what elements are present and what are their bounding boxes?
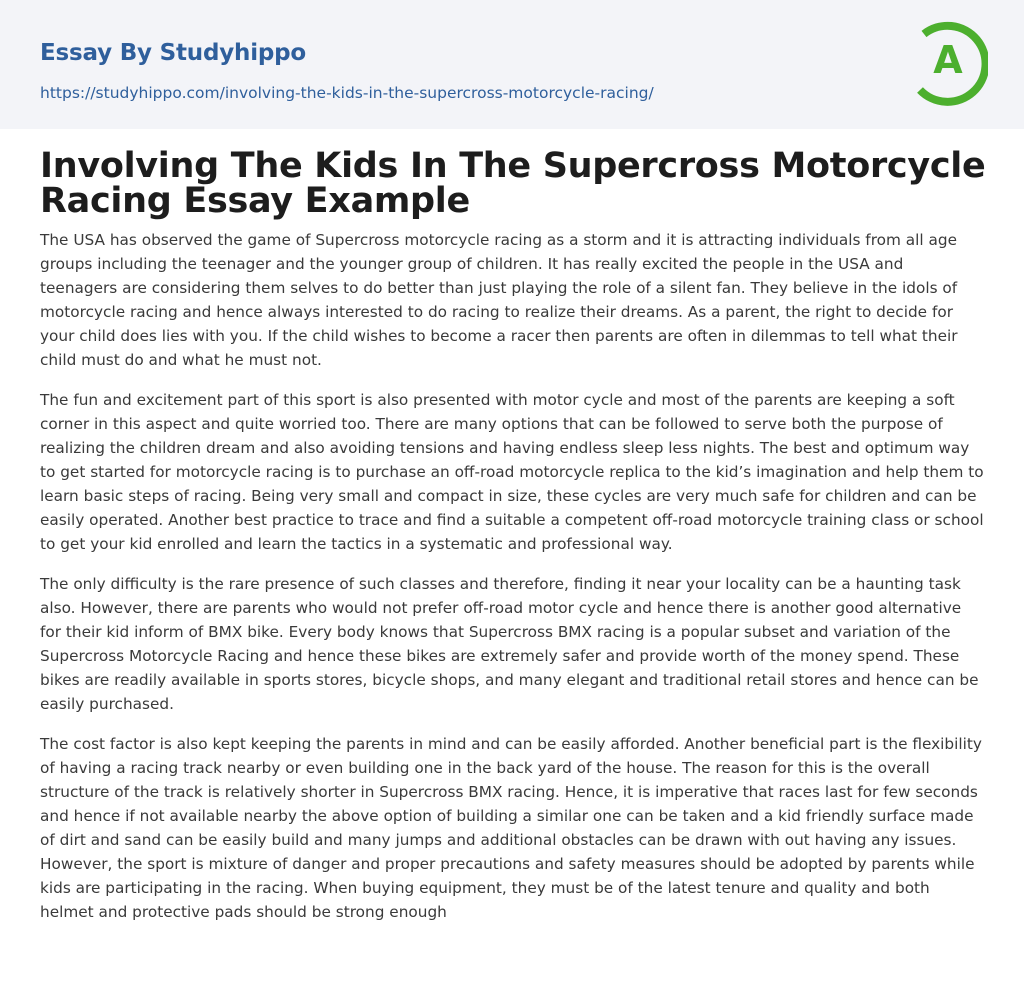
essay-paragraph: The only difficulty is the rare presence of such classes and therefore, finding it near your locality can be a haunting task also. However, there are parents who would not prefer off-road motor cycle and hence there is another good alternative for their kid inform of BMX bike. Every body knows that Supercross BMX racing is a popular subset and variation of the Supercross Motorcycle Racing and hence these bikes are extremely safer and provide worth of the money spend. These bikes are readily available in sports stores, bicycle shops, and many elegant and traditional retail stores and hence can be easily purchased.: [40, 575, 979, 713]
essay-paragraph: The USA has observed the game of Supercross motorcycle racing as a storm and it is attracting individuals from all age groups including the teenager and the younger group of children. It has really excited the people in the USA and teenagers are considering them selves to do better than just playing the role of a silent fan. They believe in the idols of motorcycle racing and hence always interested to do racing to realize their dreams. As a parent, the right to decide for your child does lies with you. If the child wishes to become a racer then parents are often in dilemmas to tell what their child must do and what he must not.: [40, 231, 958, 369]
logo-letter: A: [933, 38, 963, 82]
site-header: [0, 0, 1024, 129]
essay-body: [40, 228, 985, 940]
site-brand[interactable]: Essay By Studyhippo: [40, 40, 307, 66]
page-url-link[interactable]: https://studyhippo.com/involving-the-kids-in-the-supercross-motorcycle-racing/: [40, 84, 654, 102]
studyhippo-logo[interactable]: [912, 18, 988, 106]
essay-paragraph: The cost factor is also kept keeping the parents in mind and can be easily afforded. Another beneficial part is the flexibility of having a racing track nearby or even building one in the back yard of the house. The reason for this is the overall structure of the track is relatively shorter in Supercross BMX racing. Hence, it is imperative that races last for few seconds and hence if not available nearby the above option of building a similar one can be taken and a kid friendly surface made of dirt and sand can be easily build and many jumps and additional obstacles can be drawn with out having any issues. However, the sport is mixture of danger and proper precautions and safety measures should be adopted by parents while kids are participating in the racing. When buying equipment, they must be of the latest tenure and quality and both helmet and protective pads should be strong enough: [40, 735, 982, 921]
page-title: Involving The Kids In The Supercross Motorcycle Racing Essay Example: [40, 146, 986, 221]
essay-paragraph: The fun and excitement part of this sport is also presented with motor cycle and most of the parents are keeping a soft corner in this aspect and quite worried too. There are many options that can be followed to serve both the purpose of realizing the children dream and also avoiding tensions and having endless sleep less nights. The best and optimum way to get started for motorcycle racing is to purchase an off-road motorcycle replica to the kid’s imagination and help them to learn basic steps of racing. Being very small and compact in size, these cycles are very much safe for children and can be easily operated. Another best practice to trace and find a suitable a competent off-road motorcycle training class or school to get your kid enrolled and learn the tactics in a systematic and professional way.: [40, 391, 984, 553]
